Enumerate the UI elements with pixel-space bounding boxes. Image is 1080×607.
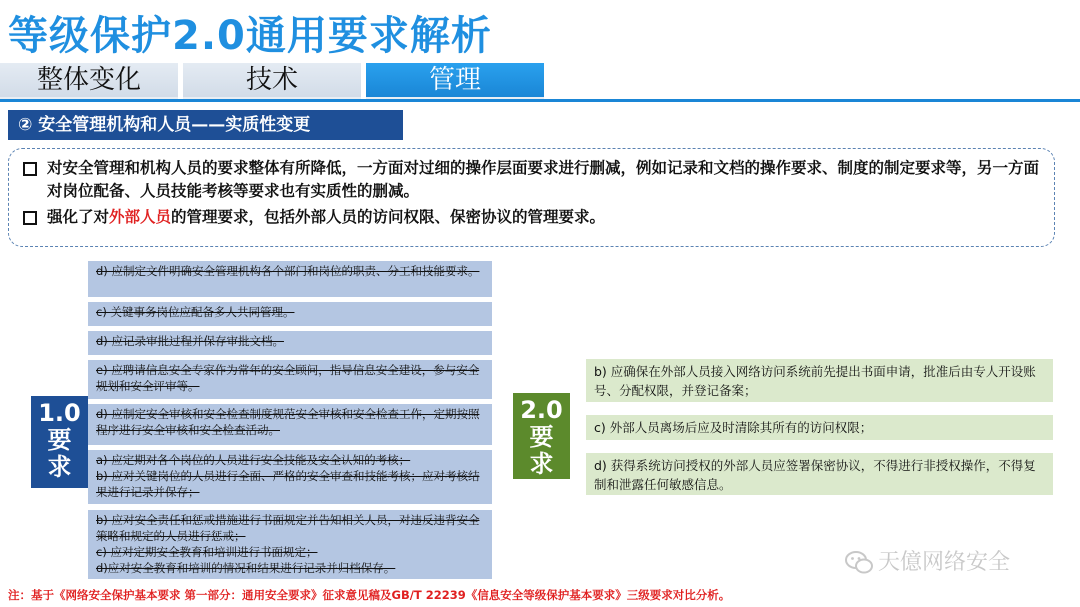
checkbox-bullet-icon bbox=[23, 162, 37, 176]
v1-item: d) 应制定文件明确安全管理机构各个部门和岗位的职责、分工和技能要求。 bbox=[88, 261, 492, 297]
tab-underline bbox=[0, 99, 1080, 102]
brand-name: 天億网络安全 bbox=[878, 550, 1011, 575]
v1-item: e) 应聘请信息安全专家作为常年的安全顾问，指导信息安全建设，参与安全规划和安全评审等。 bbox=[88, 360, 492, 399]
summary-bullet-1-text: 对安全管理和机构人员的要求整体有所降低，一方面对过细的操作层面要求进行删减，例如记录和文档的操作要求、制度的制定要求等，另一方面对岗位配备、人员技能考核等要求也有实质性的删减。 bbox=[47, 159, 1040, 200]
v1-item: d) 应制定安全审核和安全检查制度规范安全审核和安全检查工作，定期按照程序进行安全审核和安全检查活动。 bbox=[88, 404, 492, 445]
summary-bullet-2 bbox=[21, 206, 1044, 229]
v1-badge-char-2: 求 bbox=[47, 453, 72, 481]
page-title: 等级保护2.0通用要求解析 bbox=[8, 13, 492, 59]
v2-item: c) 外部人员离场后应及时清除其所有的访问权限； bbox=[586, 415, 1053, 440]
v1-badge-version: 1.0 bbox=[38, 399, 81, 427]
v1-badge-char-1: 要 bbox=[47, 426, 72, 454]
v2-item: d) 获得系统访问授权的外部人员应签署保密协议，不得进行非授权操作，不得复制和泄露任何敏感信息。 bbox=[586, 453, 1053, 495]
v2-badge-char-2: 求 bbox=[529, 450, 554, 478]
wechat-icon bbox=[844, 550, 874, 576]
v2-item: b) 应确保在外部人员接入网络访问系统前先提出书面申请，批准后由专人开设账号、分配权限，并登记备案； bbox=[586, 359, 1053, 402]
v1-item: b) 应对安全责任和惩戒措施进行书面规定并告知相关人员，对违反违背安全策略和规定的人员进行惩戒； c) 应对定期安全教育和培训进行书面规定； d)应对安全教育和培训的情况和结果进行记录并归档保存。 bbox=[88, 510, 492, 579]
tab-overall-changes[interactable]: 整体变化 bbox=[0, 63, 178, 100]
tab-technology[interactable]: 技术 bbox=[183, 63, 361, 100]
summary-highlight-external-personnel: 外部人员 bbox=[109, 208, 172, 226]
summary-bullet-2-suffix: 的管理要求，包括外部人员的访问权限、保密协议的管理要求。 bbox=[171, 208, 606, 226]
tab-bar bbox=[0, 63, 1080, 99]
v2-badge-version: 2.0 bbox=[520, 396, 563, 424]
footnote: 注：基于《网络安全保护基本要求 第一部分：通用安全要求》征求意见稿及GB/T 22239《信息安全等级保护基本要求》三级要求对比分析。 bbox=[8, 588, 731, 602]
v2-requirements-badge bbox=[513, 393, 570, 479]
summary-bullet-2-prefix: 强化了对 bbox=[47, 208, 110, 226]
v1-item: a) 应定期对各个岗位的人员进行安全技能及安全认知的考核； b) 应对关键岗位的人员进行全面、严格的安全审查和技能考核；应对考核结果进行记录并保存； bbox=[88, 450, 492, 504]
tab-management[interactable]: 管理 bbox=[366, 63, 544, 100]
v1-requirements-badge bbox=[31, 396, 88, 488]
section-title: ② 安全管理机构和人员——实质性变更 bbox=[8, 110, 403, 140]
summary-bullet-1 bbox=[21, 157, 1044, 203]
summary-box bbox=[8, 148, 1055, 247]
v2-badge-char-1: 要 bbox=[529, 423, 554, 451]
checkbox-bullet-icon bbox=[23, 211, 37, 225]
v1-item: c) 关键事务岗位应配备多人共同管理。 bbox=[88, 302, 492, 326]
brand-watermark bbox=[844, 545, 1010, 576]
v1-item: d) 应记录审批过程并保存审批文档。 bbox=[88, 331, 492, 355]
